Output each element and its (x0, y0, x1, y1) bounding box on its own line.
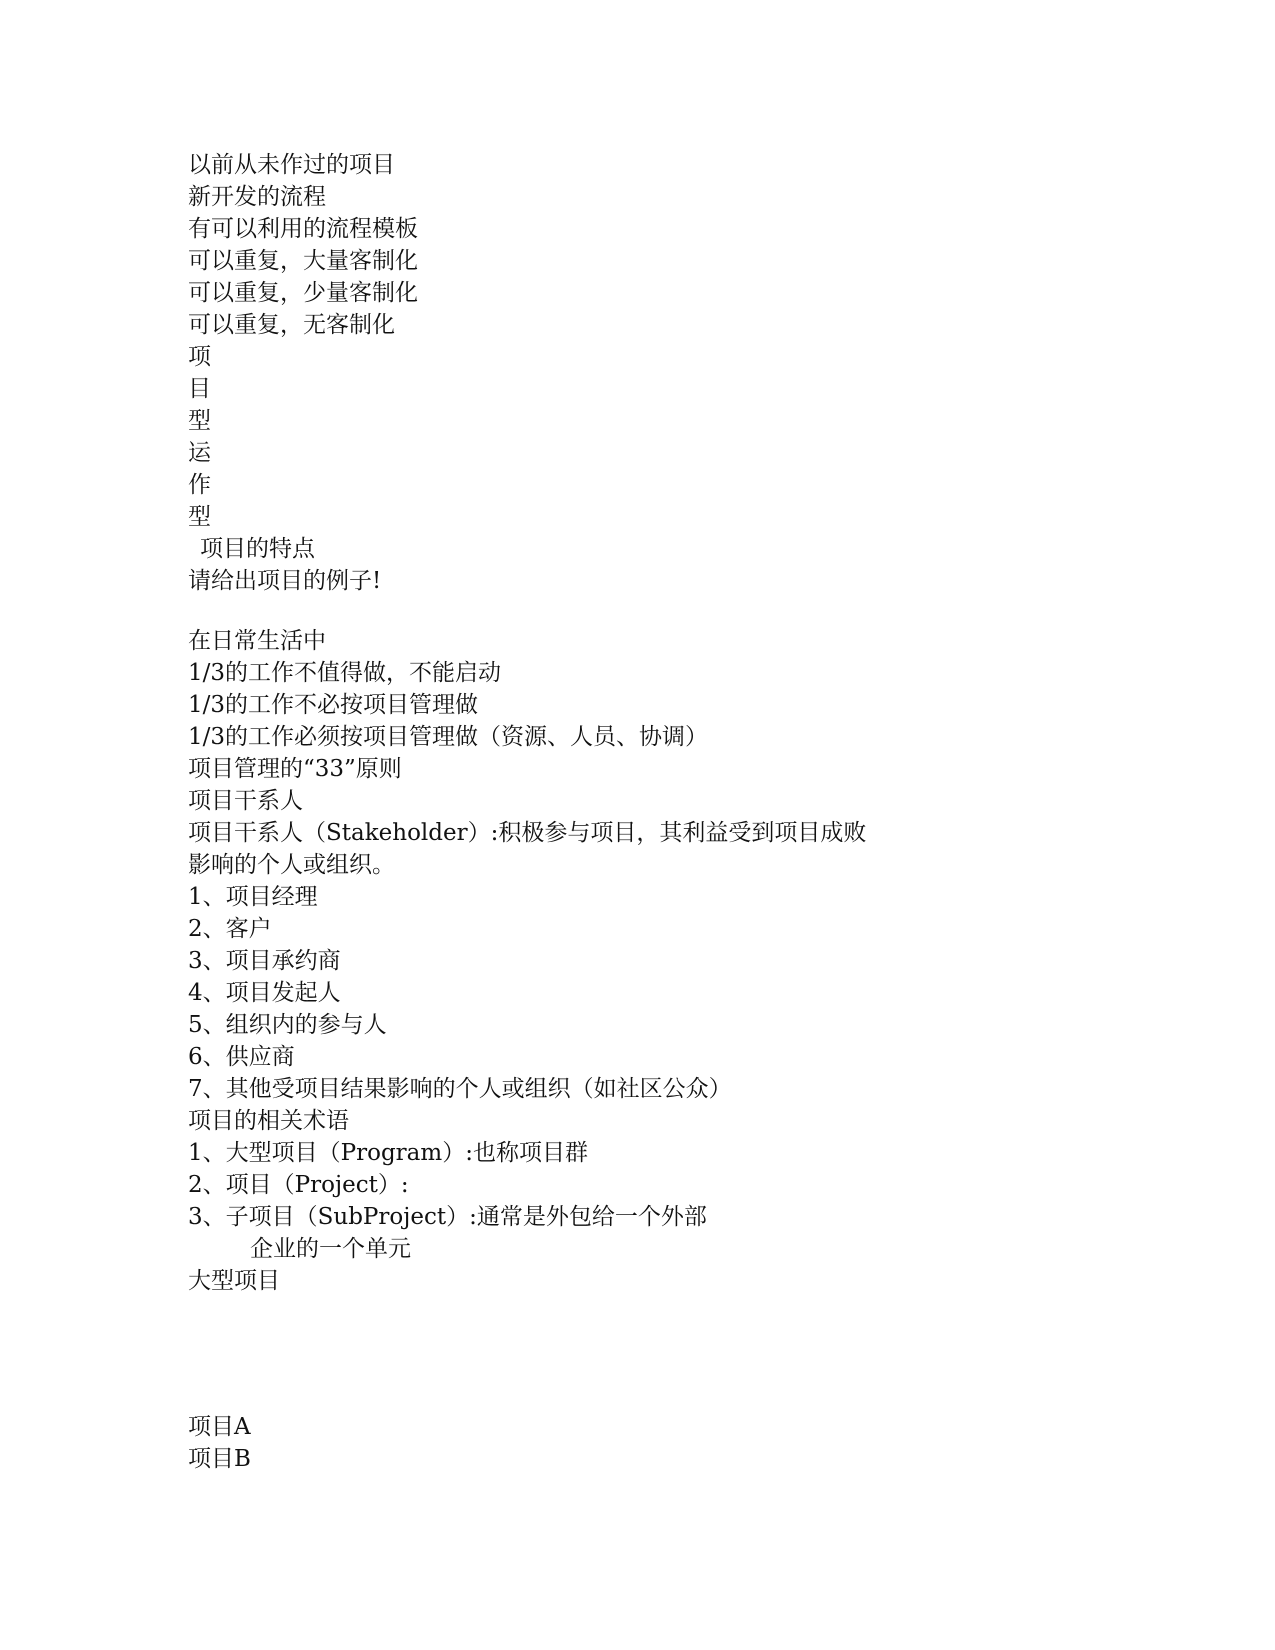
list-item: 1、项目经理 (188, 884, 318, 910)
text-line: 项目B (188, 1446, 251, 1472)
vertical-label-char: 型 (188, 408, 211, 434)
list-item: 4、项目发起人 (188, 980, 341, 1006)
section-heading: 大型项目 (188, 1268, 280, 1294)
text-line: 项目A (188, 1414, 251, 1440)
section-heading: 项目的特点 (200, 536, 315, 562)
list-item: 7、其他受项目结果影响的个人或组织（如社区公众） (188, 1076, 732, 1102)
text-line: 可以重复，大量客制化 (188, 248, 418, 274)
text-line: 新开发的流程 (188, 184, 326, 210)
list-item: 3、子项目（SubProject）:通常是外包给一个外部 (188, 1204, 707, 1230)
section-heading: 项目干系人 (188, 788, 303, 814)
section-heading: 项目的相关术语 (188, 1108, 349, 1134)
list-item: 2、项目（Project）: (188, 1172, 409, 1198)
text-line: 在日常生活中 (188, 628, 326, 654)
text-line: 可以重复，无客制化 (188, 312, 395, 338)
text-line: 1/3的工作必须按项目管理做（资源、人员、协调） (188, 724, 709, 750)
list-item: 1、大型项目（Program）:也称项目群 (188, 1140, 588, 1166)
text-line: 可以重复，少量客制化 (188, 280, 418, 306)
text-line: 影响的个人或组织。 (188, 852, 395, 878)
vertical-label-char: 运 (188, 440, 211, 466)
vertical-label-char: 目 (188, 376, 211, 402)
list-item-continuation: 企业的一个单元 (250, 1236, 411, 1262)
text-line: 1/3的工作不必按项目管理做 (188, 692, 479, 718)
vertical-label-char: 作 (188, 472, 211, 498)
list-item: 2、客户 (188, 916, 272, 942)
section-heading: 项目管理的“33”原则 (188, 756, 402, 782)
list-item: 6、供应商 (188, 1044, 295, 1070)
text-line: 有可以利用的流程模板 (188, 216, 418, 242)
list-item: 5、组织内的参与人 (188, 1012, 387, 1038)
text-line: 以前从未作过的项目 (188, 152, 395, 178)
text-line: 项目干系人（Stakeholder）:积极参与项目，其利益受到项目成败 (188, 820, 867, 846)
text-line: 1/3的工作不值得做，不能启动 (188, 660, 502, 686)
vertical-label-char: 型 (188, 504, 211, 530)
text-line: 请给出项目的例子! (188, 568, 382, 594)
vertical-label-char: 项 (188, 344, 211, 370)
list-item: 3、项目承约商 (188, 948, 341, 974)
